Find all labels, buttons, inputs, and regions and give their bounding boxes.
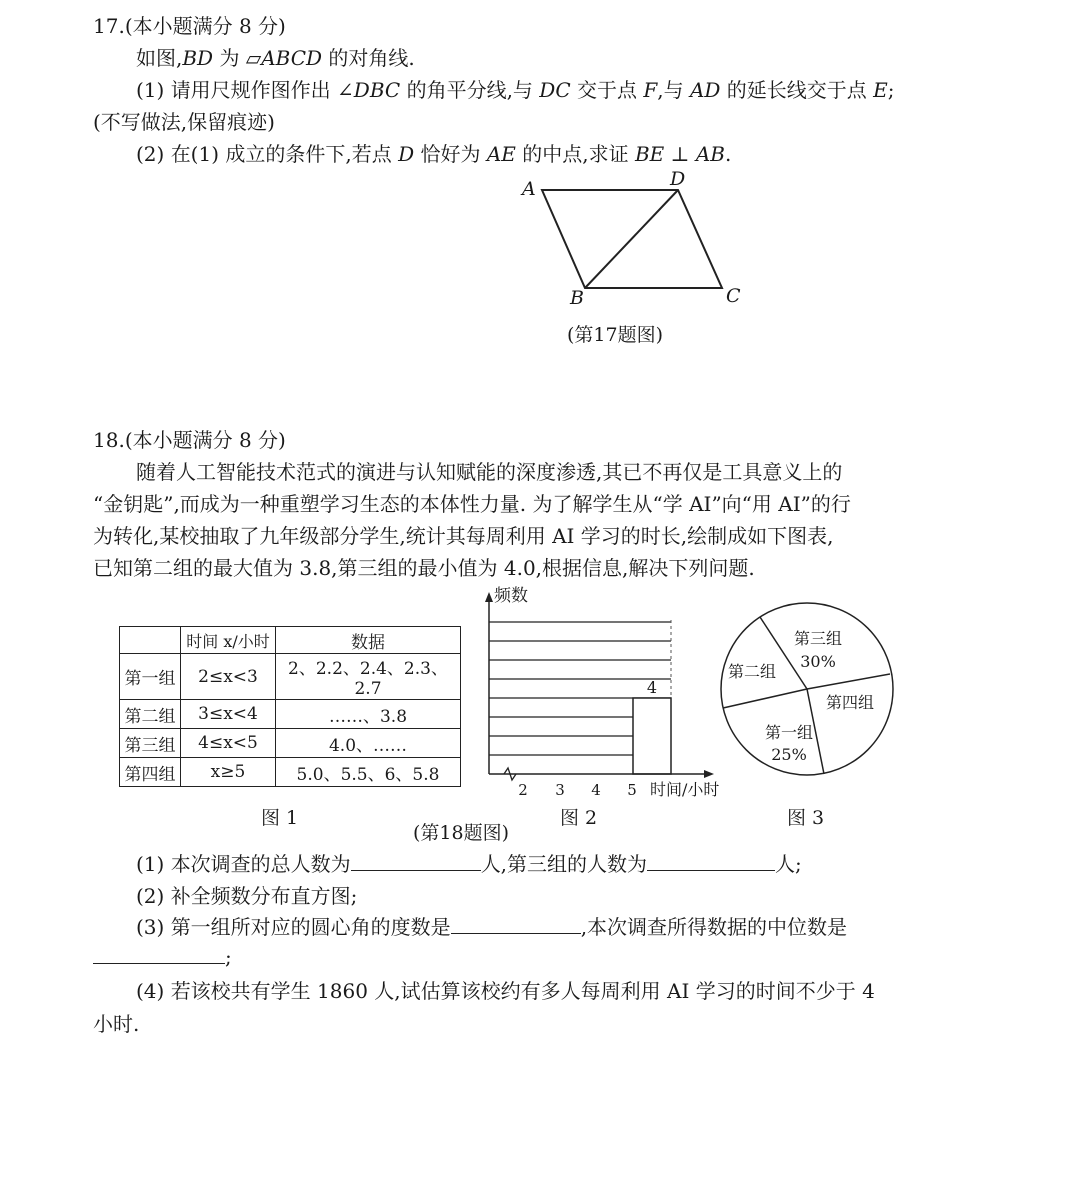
table-cell: 4.0、…… [276,729,461,758]
histogram-x-tick: 2 [518,781,528,799]
table-cell: 5.0、5.5、6、5.8 [276,758,461,787]
q17-figure-caption: (第17题图) [567,324,664,346]
table-header-row [120,627,461,654]
q18-subquestion-1: (1) 本次调查的总人数为 人,第三组的人数为 人; [136,852,802,876]
q18-subquestion-4: (4) 若该校共有学生 1860 人,试估算该校约有多人每周利用 AI 学习的时间不少于 4 [136,979,875,1003]
histogram-x-tick: 4 [591,781,601,799]
figure-1-label: 图 1 [261,807,299,829]
pie-label-group4: 第四组 [825,693,875,712]
answer-blank-group3[interactable] [647,850,775,871]
q18-histogram [480,582,740,802]
q18-subquestion-2: (2) 补全频数分布直方图; [136,884,358,908]
table-cell: 第三组 [120,729,181,758]
figure-2-label: 图 2 [560,807,598,829]
q17-part2: (2) 在(1) 成立的条件下,若点 D 恰好为 AE 的中点,求证 BE ⊥ AB. [136,142,732,166]
q17-parallelogram-figure [500,160,780,320]
pie-pct-group3: 30% [800,652,836,671]
q18-figure-caption: (第18题图) [413,822,510,844]
table-header-cell: 时间 x/小时 [181,627,276,654]
vertex-label-c: C [726,285,741,307]
histogram-bar-value-label: 4 [646,678,658,697]
answer-blank-median[interactable] [93,943,225,964]
table-row [120,729,461,758]
answer-blank-angle[interactable] [451,913,581,934]
table-cell: 第二组 [120,700,181,729]
table-cell: 2、2.2、2.4、2.3、2.7 [276,654,461,700]
vertex-label-d: D [670,168,686,190]
histogram-y-label: 频数 [494,586,528,606]
x-axis-arrow-icon [704,770,714,778]
table-cell: 3≤x<4 [181,700,276,729]
pie-pct-group1: 25% [771,745,807,764]
q18-subquestion-3-cont: ; [93,943,232,969]
q18-header: 18.(本小题满分 8 分) [93,428,286,452]
table-cell: ……、3.8 [276,700,461,729]
table-row [120,700,461,729]
table-row [120,758,461,787]
pie-label-group2: 第二组 [727,662,777,681]
table-cell: 2≤x<3 [181,654,276,700]
q17-part1: (1) 请用尺规作图作出 ∠DBC 的角平分线,与 DC 交于点 F,与 AD 的延长线交于点 E; [136,78,895,102]
q18-text-line-1: 随着人工智能技术范式的演进与认知赋能的深度渗透,其已不再仅是工具意义上的 [136,460,843,484]
q18-subquestion-3: (3) 第一组所对应的圆心角的度数是 ,本次调查所得数据的中位数是 [136,915,848,939]
vertex-label-b: B [570,287,584,309]
table-header-cell [120,627,181,654]
histogram-x-tick: 3 [555,781,565,799]
table-cell: 4≤x<5 [181,729,276,758]
table-cell: 第四组 [120,758,181,787]
q17-part1-note: (不写做法,保留痕迹) [93,110,275,134]
q17-header: 17.(本小题满分 8 分) [93,14,286,38]
q18-text-line-3: 为转化,某校抽取了九年级部分学生,统计其每周利用 AI 学习的时长,绘制成如下图表, [93,524,834,548]
histogram-bar-x-ge-5 [633,698,671,774]
histogram-x-tick: 5 [627,781,637,799]
table-cell: 第一组 [120,654,181,700]
y-axis-arrow-icon [485,592,493,602]
answer-blank-total[interactable] [351,850,481,871]
q18-text-line-4: 已知第二组的最大值为 3.8,第三组的最小值为 4.0,根据信息,解决下列问题. [93,556,755,580]
table-row [120,654,461,700]
q18-text-line-2: “金钥匙”,而成为一种重塑学习生态的本体性力量. 为了解学生从“学 AI”向“用 AI”的行 [93,492,851,516]
diagonal-bd [585,190,678,288]
pie-label-group3: 第三组 [793,629,843,648]
q18-data-table [119,626,461,787]
q18-subquestion-4-cont: 小时. [93,1012,140,1036]
q18-pie-chart [718,600,898,780]
table-cell: x≥5 [181,758,276,787]
pie-label-group1: 第一组 [764,723,814,742]
histogram-x-label: 时间/小时 [650,780,720,799]
figure-3-label: 图 3 [787,807,825,829]
table-header-cell: 数据 [276,627,461,654]
vertex-label-a: A [522,178,536,200]
q17-intro: 如图,BD 为 ▱ABCD 的对角线. [136,46,415,70]
